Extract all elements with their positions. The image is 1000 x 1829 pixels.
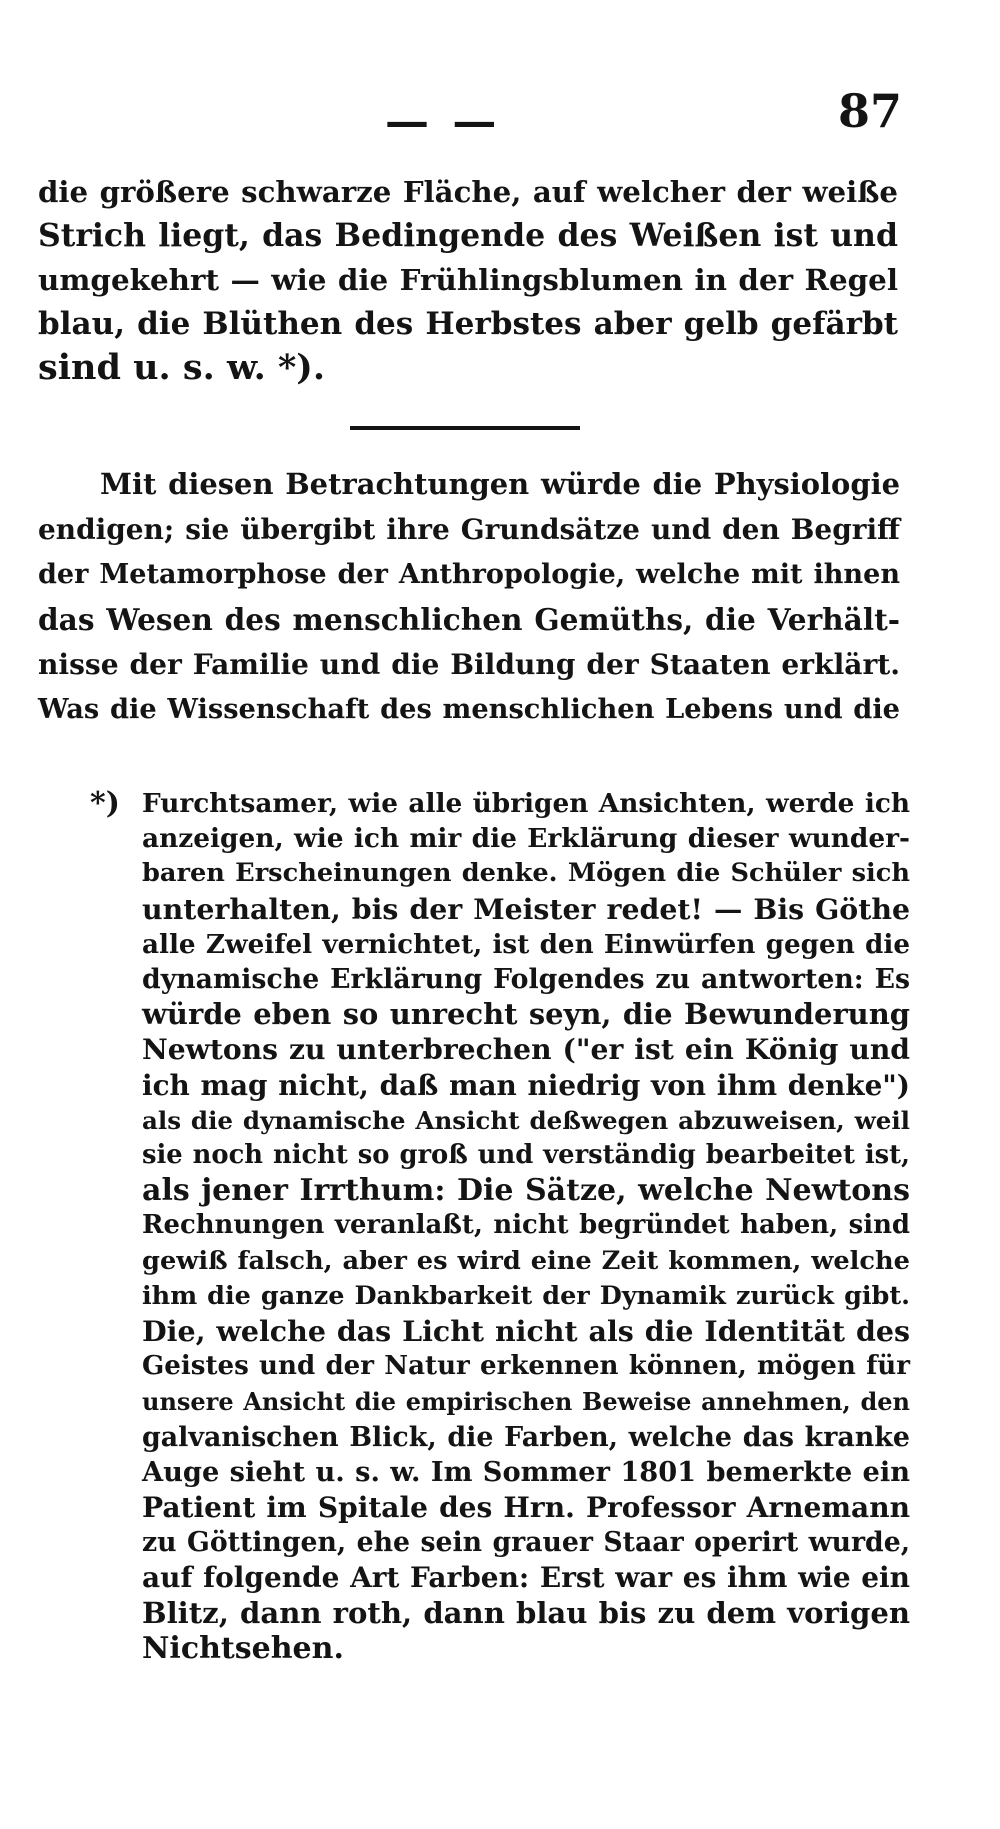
footnote-line: auf folgende Art Farben: Erst war es ihm wie ein bbox=[142, 1561, 910, 1595]
footnote-line: gewiß falsch, aber es wird eine Zeit kommen, welche bbox=[142, 1245, 910, 1276]
text-line: der Metamorphose der Anthropologie, welche mit ihnen bbox=[38, 559, 900, 590]
page-number: 87 bbox=[838, 84, 903, 138]
footnote-line: als die dynamische Ansicht deßwegen abzuweisen, weil bbox=[142, 1105, 910, 1135]
footnote-body bbox=[142, 786, 910, 1666]
footnote-line: als jener Irrthum: Die Sätze, welche Newtons bbox=[142, 1173, 910, 1209]
footnote-line: würde eben so unrecht seyn, die Bewunderung bbox=[142, 997, 910, 1032]
footnote-line: Newtons zu unterbrechen ("er ist ein König und bbox=[142, 1033, 910, 1067]
footnote-line: dynamische Erklärung Folgendes zu antworten: Es bbox=[142, 964, 910, 996]
text-line: Was die Wissenschaft des menschlichen Lebens und die bbox=[38, 693, 900, 725]
paragraph-physiologie bbox=[38, 462, 900, 732]
footnote-line: Rechnungen veranlaßt, nicht begründet haben, sind bbox=[142, 1210, 910, 1241]
footnote-line: Auge sieht u. s. w. Im Sommer 1801 bemerkte ein bbox=[142, 1455, 910, 1488]
footnote-line: alle Zweifel vernichtet, ist den Einwürfen gegen die bbox=[142, 928, 910, 960]
text-line: endigen; sie übergibt ihre Grundsätze und den Begriff bbox=[38, 513, 900, 546]
text-line: das Wesen des menschlichen Gemüths, die Verhält- bbox=[38, 602, 900, 637]
text-line: Strich liegt, das Bedingende des Weißen ist und bbox=[38, 217, 898, 254]
running-header-dashes: — — bbox=[385, 96, 501, 147]
text-line: sind u. s. w. *). bbox=[38, 347, 326, 388]
footnote-line: ich mag nicht, daß man niedrig von ihm denke") bbox=[142, 1068, 910, 1102]
footnote-marker: *) bbox=[90, 786, 120, 821]
section-divider-rule bbox=[350, 426, 580, 430]
footnote-line: ihm die ganze Dankbarkeit der Dynamik zurück gibt. bbox=[142, 1280, 910, 1311]
footnote-line: unsere Ansicht die empirischen Beweise annehmen, den bbox=[142, 1387, 910, 1417]
footnote-line: Furchtsamer, wie alle übrigen Ansichten, werde ich bbox=[142, 788, 910, 819]
text-line: umgekehrt — wie die Frühlingsblumen in der Regel bbox=[38, 262, 898, 297]
text-line: Mit diesen Betrachtungen würde die Physiologie bbox=[100, 467, 900, 501]
paragraph-continuation bbox=[38, 170, 898, 390]
footnote-line: Geistes und der Natur erkennen können, mögen für bbox=[142, 1351, 910, 1382]
text-line: nisse der Familie und die Bildung der Staaten erklärt. bbox=[38, 648, 900, 681]
footnote-line: zu Göttingen, ehe sein grauer Staar operirt wurde, bbox=[142, 1527, 910, 1559]
footnote-line: sie noch nicht so groß und verständig bearbeitet ist, bbox=[142, 1140, 910, 1171]
footnote-line: Blitz, dann roth, dann blau bis zu dem vorigen bbox=[142, 1595, 910, 1630]
footnote-line: Die, welche das Licht nicht als die Identität des bbox=[142, 1314, 910, 1349]
text-line: die größere schwarze Fläche, auf welcher der weiße bbox=[38, 175, 898, 209]
footnote-line: Nichtsehen. bbox=[142, 1630, 344, 1666]
text-line: blau, die Blüthen des Herbstes aber gelb gefärbt bbox=[38, 306, 898, 342]
footnote-line: Patient im Spitale des Hrn. Professor Arnemann bbox=[142, 1491, 910, 1525]
footnote-line: anzeigen, wie ich mir die Erklärung dieser wunder- bbox=[142, 823, 910, 855]
footnote-line: unterhalten, bis der Meister redet! — Bis Göthe bbox=[142, 891, 910, 926]
footnote-line: baren Erscheinungen denke. Mögen die Schüler sich bbox=[142, 858, 910, 889]
footnote-line: galvanischen Blick, die Farben, welche das kranke bbox=[142, 1421, 910, 1453]
